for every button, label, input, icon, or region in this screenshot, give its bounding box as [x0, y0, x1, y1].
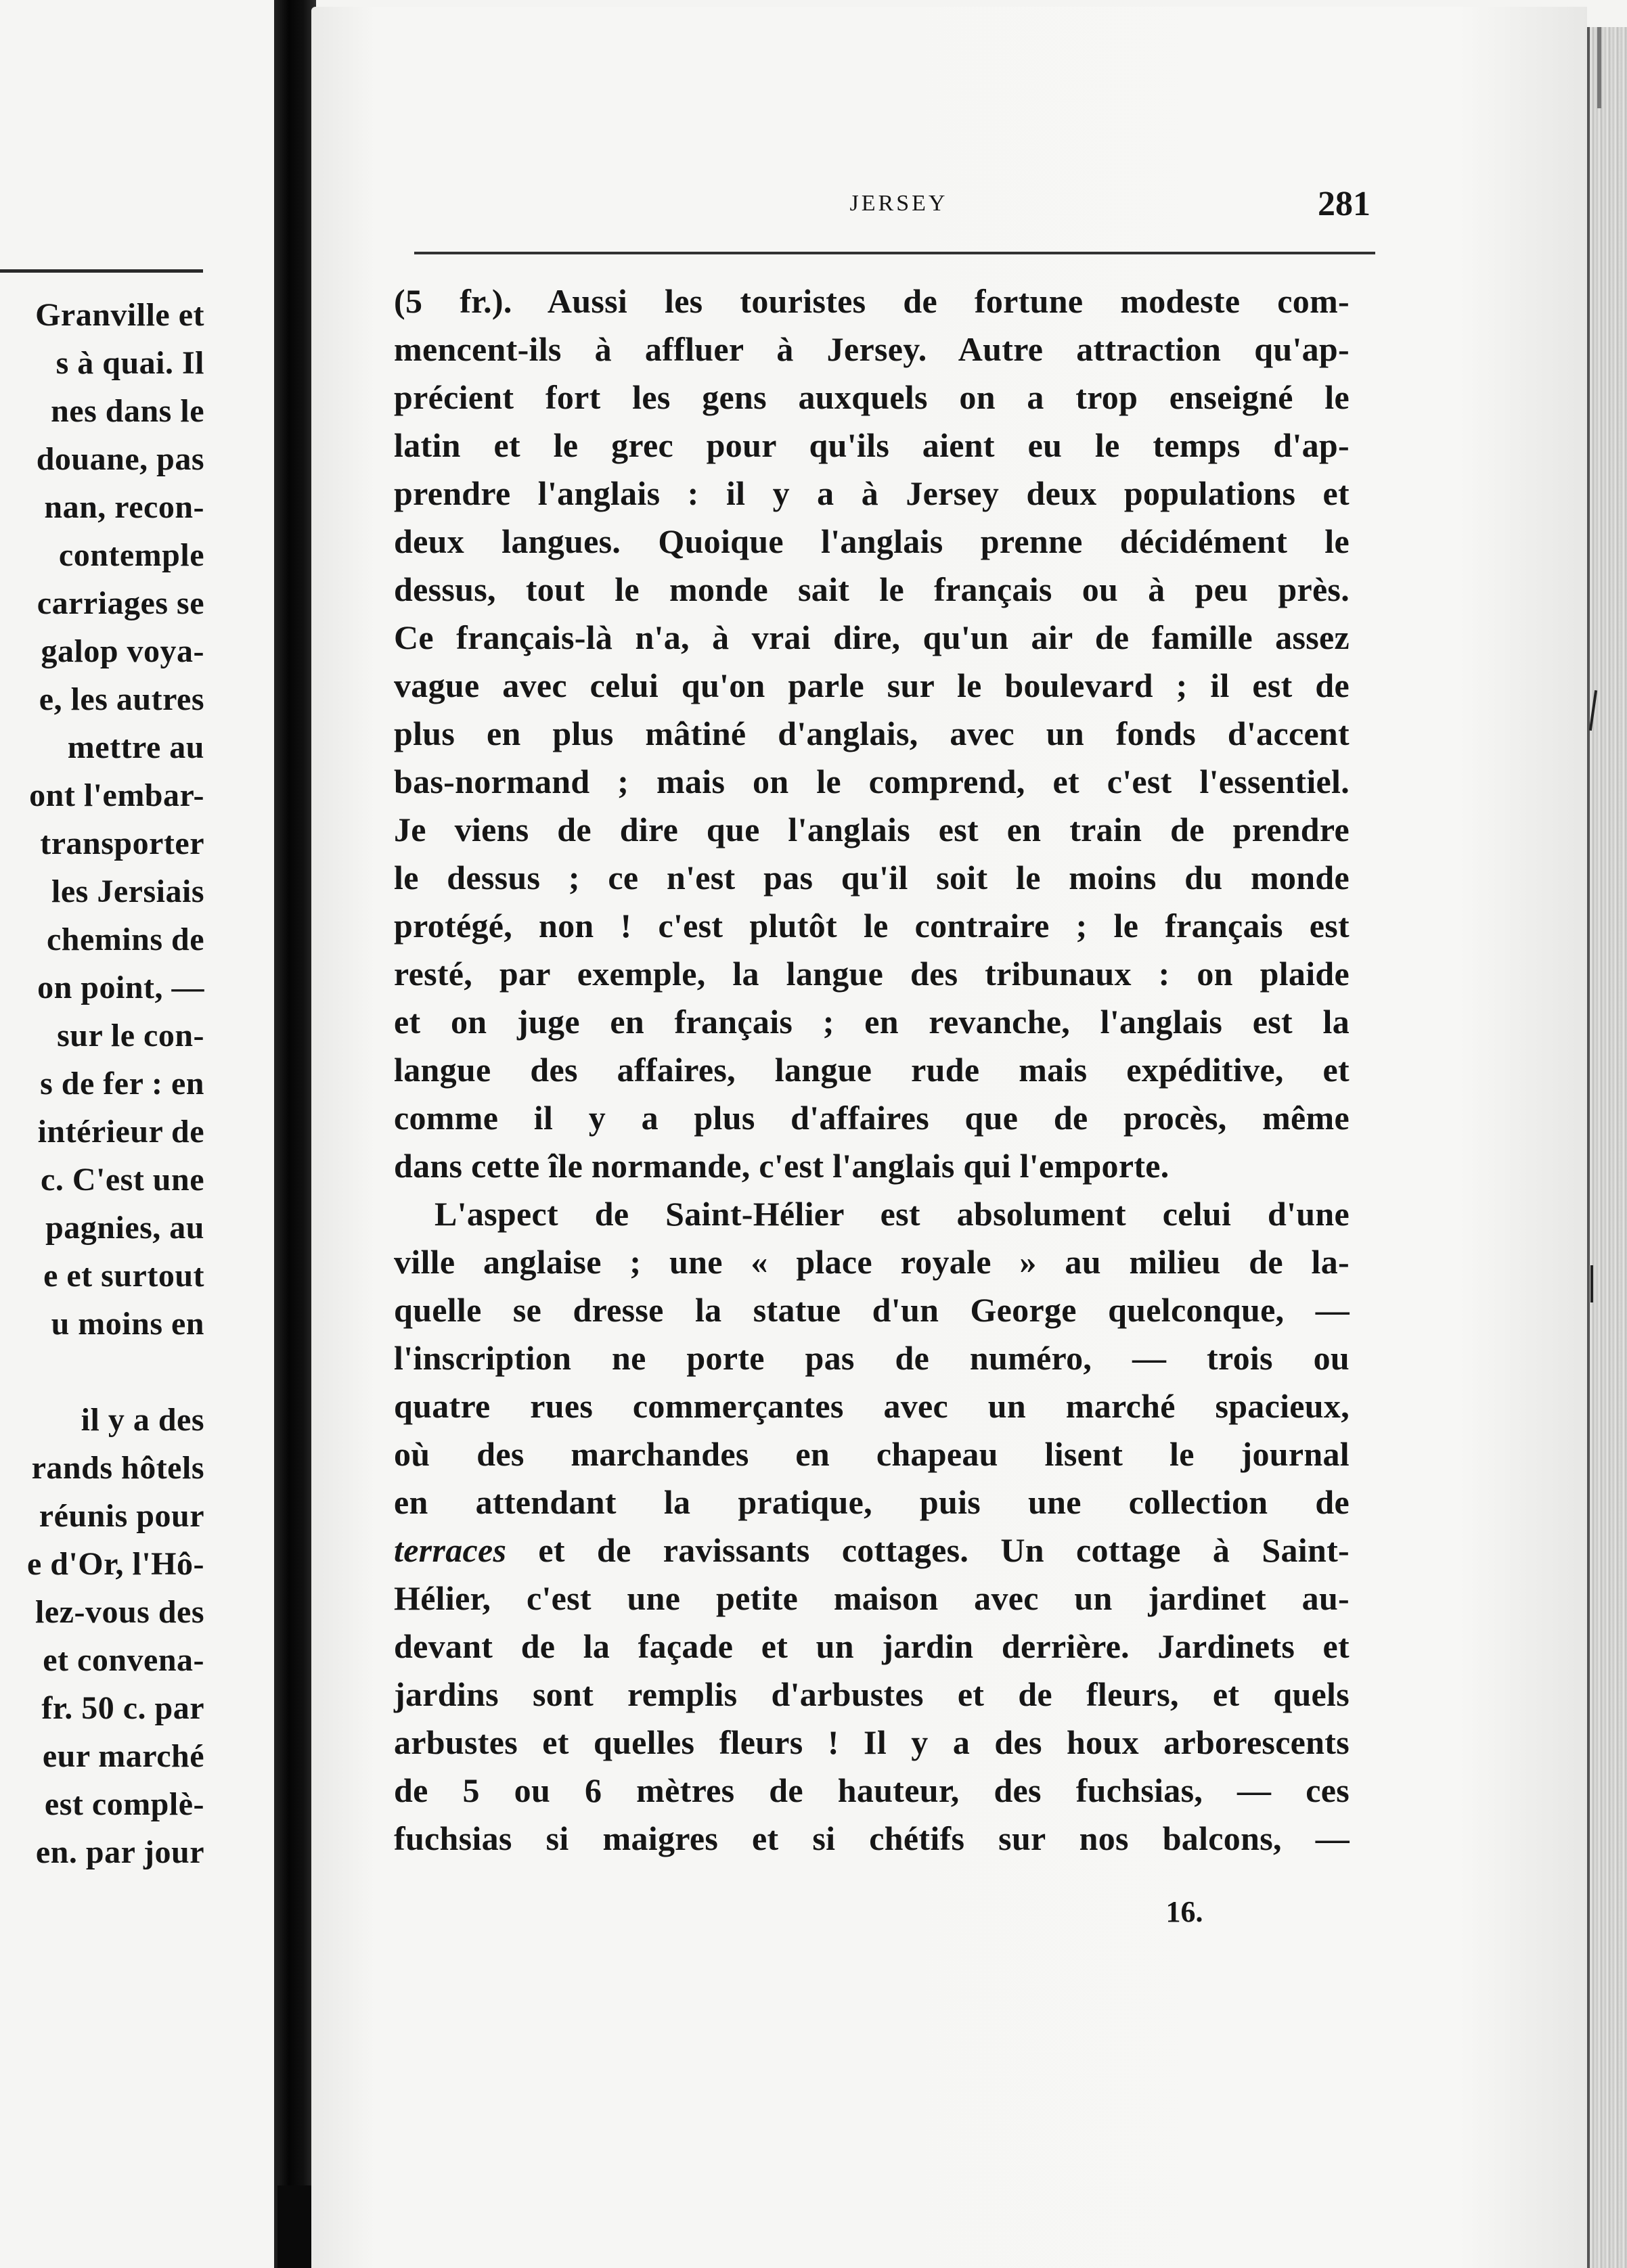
text-line: L'aspect de Saint-Hélier est absolument celui d'une	[434, 1195, 1350, 1233]
ink-mark	[1590, 1265, 1593, 1302]
previous-page-line: carriages se	[37, 585, 204, 621]
text-line: Je viens de dire que l'anglais est en train de prendre	[394, 811, 1350, 848]
italic-word: terraces	[394, 1531, 507, 1569]
text-line: fuchsias si maigres et si chétifs sur nos balcons, —	[394, 1819, 1350, 1857]
previous-page-header-rule	[0, 269, 203, 273]
page-edge-line	[1587, 27, 1590, 2268]
previous-page-line: s de fer : en	[40, 1066, 204, 1102]
text-line: de 5 ou 6 mètres de hauteur, des fuchsias, — ces	[394, 1771, 1350, 1809]
text-line: jardins sont remplis d'arbustes et de fleurs, et quels	[394, 1675, 1350, 1713]
signature-mark: 16.	[1165, 1895, 1203, 1928]
previous-page-line: en. par jour	[35, 1834, 204, 1870]
text-line: vague avec celui qu'on parle sur le boulevard ; il est de	[394, 666, 1350, 704]
text-line: (5 fr.). Aussi les touristes de fortune modeste com-	[394, 282, 1350, 320]
book-gutter	[274, 0, 316, 2268]
page-number: 281	[1318, 185, 1370, 223]
previous-page-line: réunis pour	[39, 1498, 204, 1534]
previous-page-line: douane, pas	[36, 441, 204, 477]
text-line: langue des affaires, langue rude mais expéditive, et	[394, 1051, 1350, 1089]
previous-page-line: contemple	[58, 537, 204, 573]
previous-page-line: sur le con-	[57, 1018, 204, 1053]
previous-page-line: transporter	[40, 825, 204, 861]
text-line: dans cette île normande, c'est l'anglais qui l'emporte.	[394, 1147, 1169, 1185]
previous-page-line: u moins en	[51, 1306, 204, 1342]
previous-page-line: galop voya-	[41, 633, 204, 669]
previous-page-fragment	[0, 0, 277, 2268]
previous-page-line: e d'Or, l'Hô-	[26, 1546, 204, 1582]
previous-page-line: e, les autres	[39, 681, 204, 717]
text-line: Hélier, c'est une petite maison avec un jardinet au-	[394, 1579, 1350, 1617]
previous-page-line: fr. 50 c. par	[41, 1690, 204, 1726]
previous-page-line: s à quai. Il	[55, 345, 204, 381]
previous-page-text	[0, 291, 204, 1876]
ink-mark	[1597, 27, 1601, 108]
text-line: quatre rues commerçantes avec un marché spacieux,	[394, 1387, 1350, 1425]
previous-page-line: rands hôtels	[31, 1450, 204, 1486]
text-line: dessus, tout le monde sait le français ou à peu près.	[394, 570, 1350, 608]
previous-page-line: lez-vous des	[35, 1594, 204, 1630]
previous-page-line: eur marché	[42, 1738, 204, 1774]
previous-page-line: nan, recon-	[44, 489, 204, 525]
previous-page-line: et convena-	[43, 1642, 204, 1678]
text-line: et on juge en français ; en revanche, l'anglais est la	[394, 1003, 1350, 1041]
text-line: devant de la façade et un jardin derrière. Jardinets et	[394, 1627, 1350, 1665]
text-line: précient fort les gens auxquels on a trop enseigné le	[394, 378, 1350, 416]
page-stack-edge	[1587, 27, 1627, 2268]
previous-page-line: c. C'est une	[41, 1162, 204, 1198]
text-line: plus en plus mâtiné d'anglais, avec un fonds d'accent	[394, 715, 1350, 752]
running-head: JERSEY	[849, 191, 948, 216]
previous-page-line: nes dans le	[51, 393, 204, 429]
text-line: le dessus ; ce n'est pas qu'il soit le moins du monde	[394, 859, 1350, 897]
previous-page-line: pagnies, au	[45, 1210, 204, 1246]
text-line: comme il y a plus d'affaires que de procès, même	[394, 1099, 1350, 1137]
text-line: Ce français-là n'a, à vrai dire, qu'un air de famille assez	[394, 618, 1350, 656]
previous-page-line: mettre au	[67, 729, 204, 765]
previous-page-line: intérieur de	[37, 1114, 204, 1150]
text-line: prendre l'anglais : il y a à Jersey deux populations et	[394, 474, 1350, 512]
text-line: bas-normand ; mais on le comprend, et c'est l'essentiel.	[394, 763, 1350, 800]
previous-page-line: Granville et	[35, 297, 204, 333]
text-line: latin et le grec pour qu'ils aient eu le temps d'ap-	[394, 426, 1350, 464]
previous-page-line: ont l'embar-	[29, 777, 204, 813]
text-line: où des marchandes en chapeau lisent le journal	[394, 1435, 1350, 1473]
previous-page-line	[0, 1348, 204, 1396]
previous-page-line: e et surtout	[43, 1258, 204, 1294]
page-body	[394, 277, 1350, 1863]
previous-page-line: les Jersiais	[51, 874, 204, 909]
header-rule	[414, 252, 1375, 254]
previous-page-line: chemins de	[47, 922, 204, 957]
text-line: l'inscription ne porte pas de numéro, — trois ou	[394, 1339, 1350, 1377]
text-line-rest: et de ravissants cottages. Un cottage à Saint-	[538, 1531, 1350, 1569]
text-line	[394, 1526, 1350, 1574]
text-line: mencent-ils à affluer à Jersey. Autre attraction qu'ap-	[394, 330, 1350, 368]
previous-page-line: on point, —	[37, 970, 204, 1005]
text-line: resté, par exemple, la langue des tribunaux : on plaide	[394, 955, 1350, 993]
text-line: protégé, non ! c'est plutôt le contraire ; le français est	[394, 907, 1350, 945]
text-line: deux langues. Quoique l'anglais prenne décidément le	[394, 522, 1350, 560]
text-line: ville anglaise ; une « place royale » au milieu de la-	[394, 1243, 1350, 1281]
text-line: en attendant la pratique, puis une collection de	[394, 1483, 1350, 1521]
text-line: arbustes et quelles fleurs ! Il y a des houx arborescents	[394, 1723, 1350, 1761]
text-line: quelle se dresse la statue d'un George quelconque, —	[394, 1291, 1350, 1329]
previous-page-line: est complè-	[44, 1786, 204, 1822]
previous-page-line: il y a des	[81, 1402, 204, 1438]
